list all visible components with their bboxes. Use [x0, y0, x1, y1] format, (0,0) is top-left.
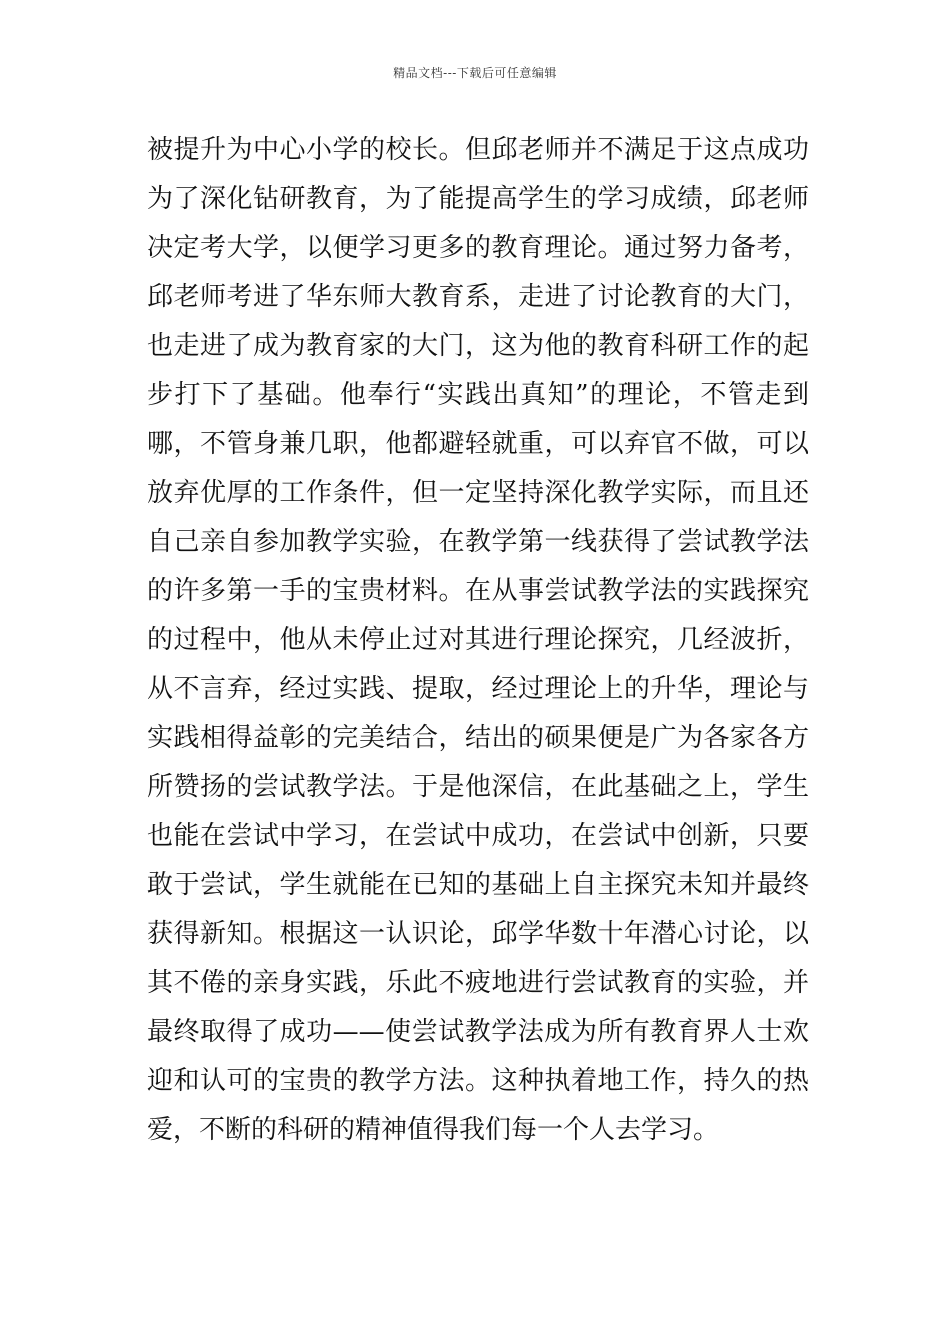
text-line: 敢于尝试，学生就能在已知的基础上自主探究未知并最终	[147, 870, 809, 900]
text-line: 迎和认可的宝贵的教学方法。这种执着地工作，持久的热	[147, 1066, 809, 1096]
text-line: 哪，不管身兼几职，他都避轻就重，可以弃官不做，可以	[147, 429, 809, 459]
text-line: 步打下了基础。他奉行“实践出真知”的理论，不管走到	[147, 380, 809, 410]
text-line-last: 爱，不断的科研的精神值得我们每一个人去学习。	[147, 1115, 720, 1145]
text-line: 的许多第一手的宝贵材料。在从事尝试教学法的实践探究	[147, 576, 809, 606]
text-line: 从不言弃，经过实践、提取，经过理论上的升华，理论与	[147, 674, 809, 704]
text-line: 为了深化钻研教育，为了能提高学生的学习成绩，邱老师	[147, 184, 809, 214]
text-line: 的过程中，他从未停止过对其进行理论探究，几经波折，	[147, 625, 809, 655]
text-line: 被提升为中心小学的校长。但邱老师并不满足于这点成功	[147, 135, 809, 165]
text-line: 自己亲自参加教学实验，在教学第一线获得了尝试教学法	[147, 527, 809, 557]
text-line: 也能在尝试中学习，在尝试中成功，在尝试中创新，只要	[147, 821, 809, 851]
text-line: 决定考大学，以便学习更多的教育理论。通过努力备考，	[147, 233, 809, 263]
text-line: 实践相得益彰的完美结合，结出的硕果便是广为各家各方	[147, 723, 809, 753]
text-line: 也走进了成为教育家的大门，这为他的教育科研工作的起	[147, 331, 809, 361]
text-line: 获得新知。根据这一认识论，邱学华数十年潜心讨论，以	[147, 919, 809, 949]
text-line: 最终取得了成功——使尝试教学法成为所有教育界人士欢	[147, 1017, 809, 1047]
text-line: 放弃优厚的工作条件，但一定坚持深化教学实际，而且还	[147, 478, 809, 508]
page-header: 精品文档---下载后可任意编辑	[393, 66, 557, 80]
text-line: 邱老师考进了华东师大教育系，走进了讨论教育的大门，	[147, 282, 809, 312]
text-line: 所赞扬的尝试教学法。于是他深信，在此基础之上，学生	[147, 772, 809, 802]
document-body	[147, 126, 809, 1155]
text-line: 其不倦的亲身实践，乐此不疲地进行尝试教育的实验，并	[147, 968, 809, 998]
